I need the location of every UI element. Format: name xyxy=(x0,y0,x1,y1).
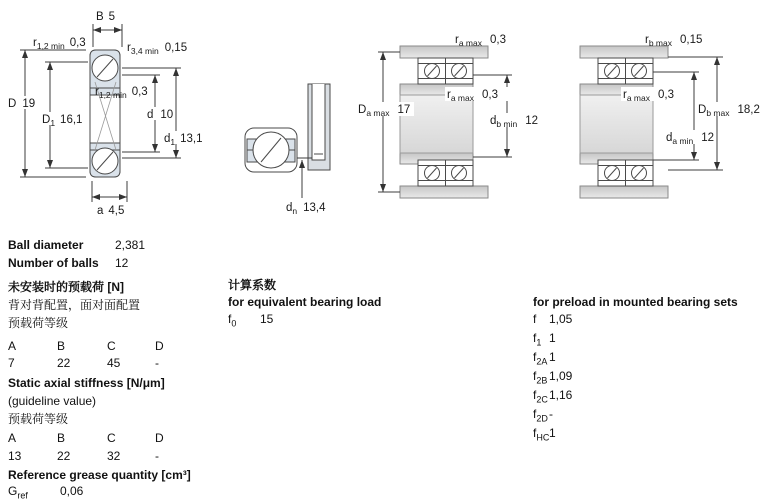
preload-header-C: C xyxy=(107,339,116,353)
bearing-section-drawing xyxy=(90,50,120,177)
stiffness-header-A: A xyxy=(8,431,17,445)
dim-D: D 19 xyxy=(8,98,36,110)
grease-value: 0,06 xyxy=(60,484,84,498)
bearing-side-view xyxy=(245,128,297,172)
stiffness-header-B: B xyxy=(57,431,66,445)
stiffness-value-D: - xyxy=(155,449,159,463)
preload-header-D: D xyxy=(155,339,164,353)
factor-f2A-value: 1 xyxy=(549,350,556,364)
factor-f1-symbol: $f_1$ xyxy=(533,331,542,348)
factor-f2B-symbol: $f_{2B}$ xyxy=(533,369,548,386)
factor-f2C-value: 1,16 xyxy=(549,388,573,402)
preload-header-A: A xyxy=(8,339,17,353)
stiffness-title: Static axial stiffness [N/μm] xyxy=(8,376,165,390)
factor-f2C-symbol: $f_{2C}$ xyxy=(533,388,548,405)
factor-f2B-value: 1,09 xyxy=(549,369,573,383)
stiffness-header-D: D xyxy=(155,431,164,445)
ball-diameter-label: Ball diameter xyxy=(8,238,84,252)
preload-arrangement-line: 背对背配置，面对面配置 xyxy=(8,298,141,312)
factor-f2A-symbol: $f_{2A}$ xyxy=(533,350,548,367)
stiffness-value-C: 32 xyxy=(107,449,121,463)
preload-value-C: 45 xyxy=(107,356,121,370)
factor-f2D-symbol: $f_{2D}$ xyxy=(533,407,548,424)
preload-value-A: 7 xyxy=(8,356,15,370)
f0-value: 15 xyxy=(260,312,274,326)
stiffness-value-B: 22 xyxy=(57,449,71,463)
dim-d: d 10 xyxy=(147,109,174,121)
stiffness-guideline: (guideline value) xyxy=(8,394,97,408)
preload-header-B: B xyxy=(57,339,66,353)
equiv-load-title: for equivalent bearing load xyxy=(228,295,382,309)
dim-Db-max: $D_{b max}$ 18,2 xyxy=(698,104,760,118)
stiffness-header-C: C xyxy=(107,431,116,445)
dim-r12-outer: $r_{1,2 min}$ 0,3 xyxy=(33,37,86,51)
dim-Da-max: $D_{a max}$ 17 xyxy=(358,104,411,118)
factor-fHC-value: 1 xyxy=(549,426,556,440)
factor-f-value: 1,05 xyxy=(549,312,573,326)
f0-symbol: $f_0$ xyxy=(228,312,237,329)
dim-da-min: $d_{a min}$ 12 xyxy=(666,132,714,146)
preload-value-D: - xyxy=(155,356,159,370)
dim-B: B 5 xyxy=(96,11,116,23)
number-of-balls-value: 12 xyxy=(115,256,129,270)
factor-f-symbol: f xyxy=(533,312,537,326)
dim-a: a 4,5 xyxy=(97,205,125,217)
number-of-balls-label: Number of balls xyxy=(8,256,99,270)
preload-class-line: 预载荷等级 xyxy=(8,316,69,330)
factor-f2D-value: - xyxy=(549,407,553,421)
dim-ra-max: $r_{a max}$ 0,3 xyxy=(623,89,674,103)
factor-f1-value: 1 xyxy=(549,331,556,345)
grease-symbol: $G_{ref}$ xyxy=(8,484,28,501)
dim-r12-inner: $r_{1,2 min}$ 0,3 xyxy=(95,86,148,100)
dim-D1: $D_1$ 16,1 xyxy=(42,114,83,128)
dim-ra-mid: $r_{a max}$ 0,3 xyxy=(447,89,498,103)
dim-dn: $d_n$ 13,4 xyxy=(286,202,326,216)
ball-diameter-value: 2,381 xyxy=(115,238,146,252)
preload-value-B: 22 xyxy=(57,356,71,370)
dim-d1: $d_1$ 13,1 xyxy=(164,133,203,147)
dim-ra-top: $r_{a max}$ 0,3 xyxy=(455,34,506,48)
mounted-set-left-diagram xyxy=(350,28,550,200)
bearing-cross-section-diagram xyxy=(0,0,230,230)
preload-unmounted-title: 未安装时的预载荷 [N] xyxy=(8,280,124,294)
dim-r34: $r_{3,4 min}$ 0,15 xyxy=(127,42,188,56)
preload-factors-title: for preload in mounted bearing sets xyxy=(533,295,738,309)
mounted-set-right-diagram xyxy=(563,28,769,200)
grease-title: Reference grease quantity [cm³] xyxy=(8,468,191,482)
bearing-abutment-diagram xyxy=(230,78,350,220)
dim-rb-max: $r_{b max}$ 0,15 xyxy=(645,34,703,48)
factor-fHC-symbol: $f_{HC}$ xyxy=(533,426,550,443)
sleeve-section xyxy=(308,84,330,170)
stiffness-value-A: 13 xyxy=(8,449,22,463)
dim-db-min: $d_{b min}$ 12 xyxy=(490,115,538,129)
calc-factors-title: 计算系数 xyxy=(228,278,277,292)
stiffness-class-line: 预载荷等级 xyxy=(8,412,69,426)
